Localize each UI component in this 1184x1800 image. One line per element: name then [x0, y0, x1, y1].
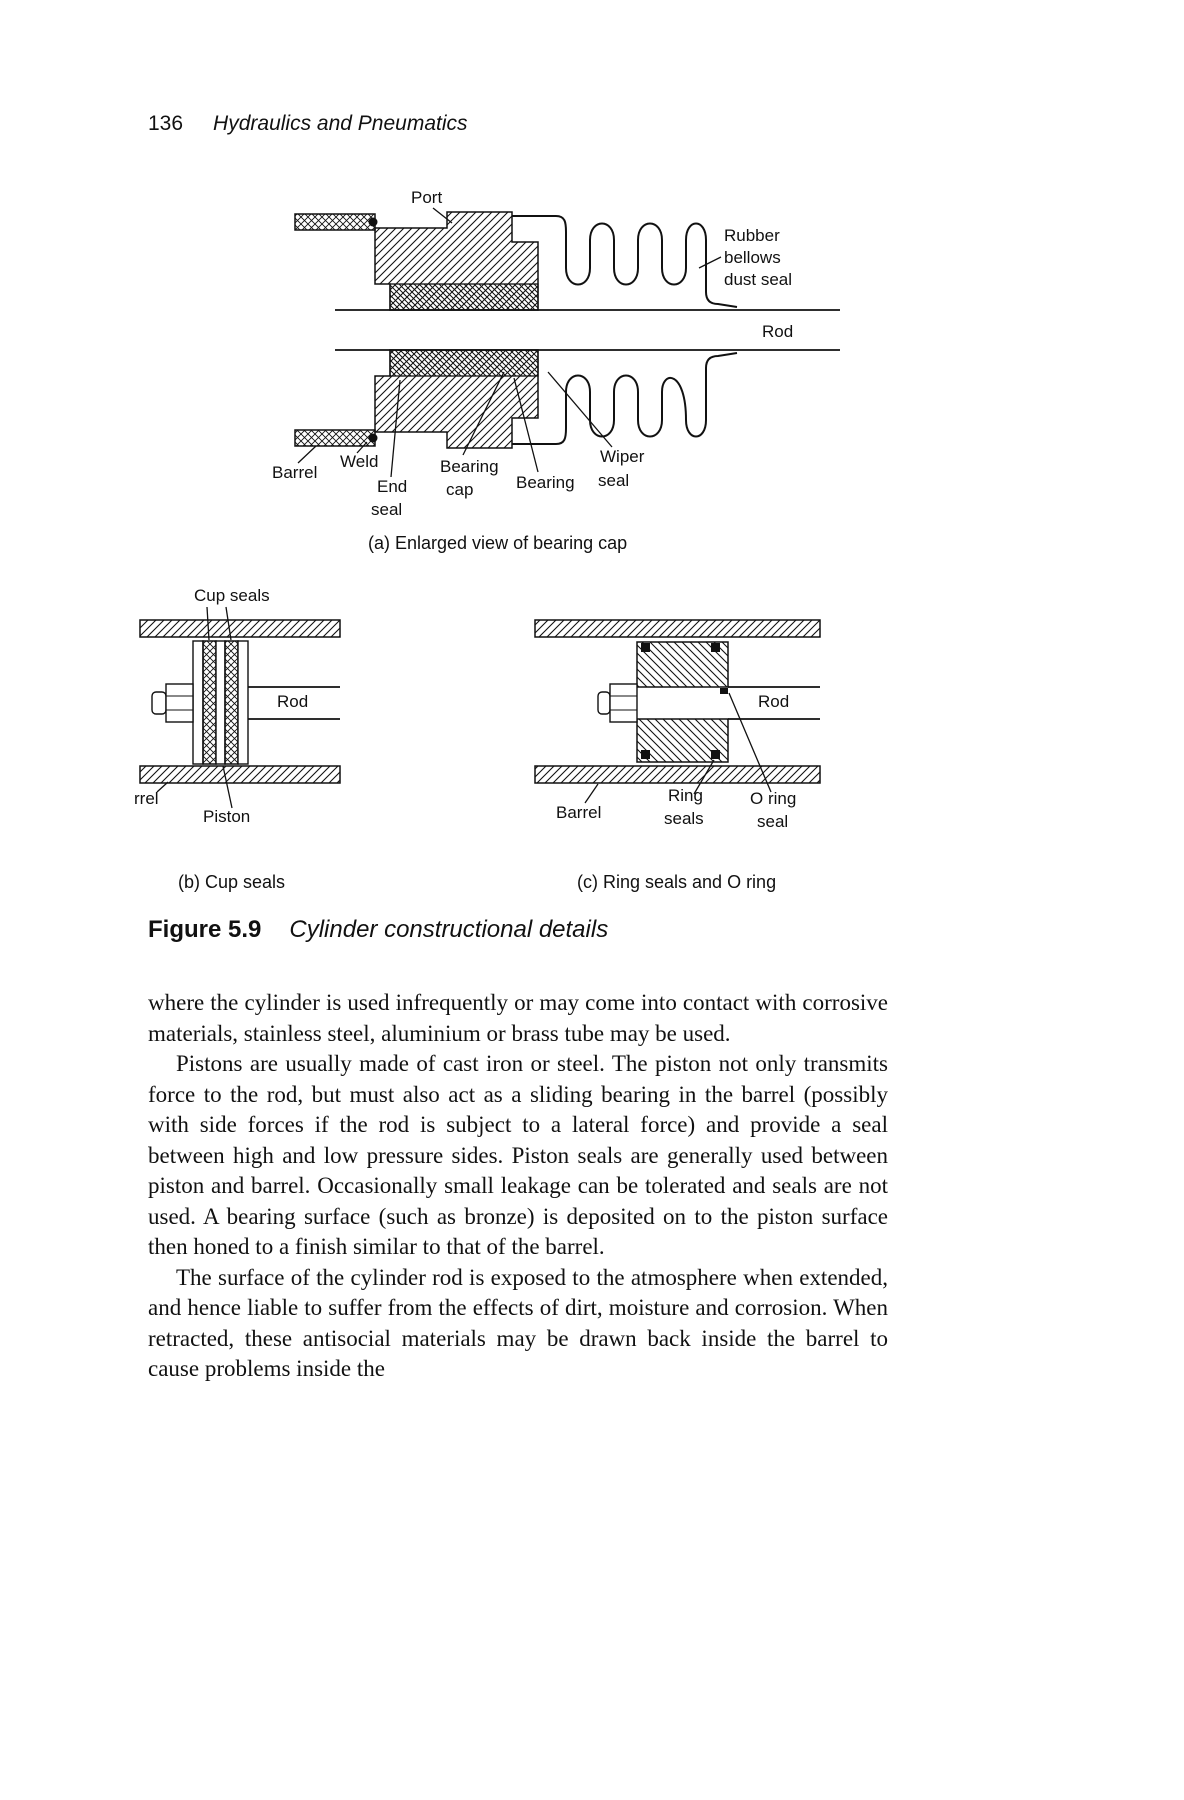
diagram-a-bearing-cap: [272, 188, 840, 553]
label-bearing-cap-1: Bearing: [440, 457, 499, 476]
label-cup-seals: Cup seals: [194, 586, 270, 605]
label-barrel-a: Barrel: [272, 463, 318, 482]
ring-seal-tr: [711, 643, 720, 652]
label-wiper: Wiper: [600, 447, 645, 466]
label-ring: Ring: [668, 786, 703, 805]
running-title: Hydraulics and Pneumatics: [213, 112, 468, 135]
label-rod-a: Rod: [762, 322, 794, 341]
barrel-wall-bottom-c: [535, 766, 820, 783]
figure-label: Figure 5.9: [148, 916, 262, 943]
cup-seal-2: [225, 641, 238, 764]
nut-b: [166, 684, 193, 722]
ring-seal-bl: [641, 750, 650, 759]
weld-dot-bottom: [369, 434, 378, 443]
body-text: [148, 988, 888, 1385]
paragraph-2: Pistons are usually made of cast iron or steel. The piston not only transmits force to the rod, but must also act as a sliding bearing in the barrel (possibly with side forces if the rod is subject to a lateral force) and provide a seal between high and low pressure sides. Piston seals are generally used between piston and barrel. Occasionally small leakage can be tolerated and seals are not used. A bearing surface (such as bronze) is deposited on to the piston surface then honed to a finish similar to that of the barrel.: [148, 1051, 888, 1259]
barrel-wall-bottom: [295, 430, 375, 446]
bearing-top: [390, 284, 538, 310]
barrel-wall-bottom-b: [140, 766, 340, 783]
leader-barrel-c: [585, 784, 598, 803]
caption-c: (c) Ring seals and O ring: [577, 872, 777, 892]
label-o-ring: O ring: [750, 789, 797, 808]
label-rod-b: Rod: [277, 692, 309, 711]
weld-dot-top: [369, 218, 378, 227]
label-bearing-cap-2: cap: [446, 480, 474, 499]
label-bearing: Bearing: [516, 473, 575, 492]
ring-seal-br: [711, 750, 720, 759]
cup-seal-1: [203, 641, 216, 764]
ring-seal-tl: [641, 643, 650, 652]
label-barrel-c: Barrel: [556, 803, 602, 822]
bolt-head-c: [598, 692, 610, 714]
label-ring-seals: seals: [664, 809, 704, 828]
piston-plate-left: [193, 641, 203, 764]
label-piston: Piston: [203, 807, 251, 826]
paragraph-1: where the cylinder is used infrequently or may come into contact with corrosive materials, stainless steel, aluminium or brass tube may be used.: [148, 990, 888, 1046]
figure-caption: [148, 916, 608, 944]
piston-plate-right: [238, 641, 248, 764]
bolt-head-b: [152, 692, 166, 714]
label-rod-c: Rod: [758, 692, 790, 711]
label-bellows: bellows: [724, 248, 781, 267]
leader-barrel: [298, 446, 316, 463]
piston-spacer: [216, 641, 225, 764]
paragraph-3: The surface of the cylinder rod is exposed to the atmosphere when extended, and hence liable to suffer from the effects of dirt, moisture and corrosion. When retracted, these antisocial materials may be drawn back inside the barrel to cause problems inside the: [148, 1264, 888, 1381]
label-weld: Weld: [340, 452, 379, 471]
bellows-bottom: [512, 353, 737, 444]
diagram-c-ring-seals: [535, 620, 820, 892]
label-wiper-seal: seal: [598, 471, 630, 490]
label-barrel-b: rrel: [134, 789, 159, 808]
leader-wiper-seal: [548, 372, 612, 447]
label-port: Port: [411, 188, 443, 207]
caption-a: (a) Enlarged view of bearing cap: [368, 533, 628, 553]
label-o-ring-seal: seal: [757, 812, 789, 831]
leader-bellows: [699, 257, 721, 268]
barrel-wall-top-c: [535, 620, 820, 637]
caption-b: (b) Cup seals: [178, 872, 286, 892]
barrel-wall-top-b: [140, 620, 340, 637]
label-dust-seal: dust seal: [724, 270, 793, 289]
page-number: 136: [148, 112, 184, 135]
bearing-bottom: [390, 350, 538, 376]
nut-c: [610, 684, 637, 722]
label-rubber: Rubber: [724, 226, 780, 245]
bellows-top: [512, 216, 737, 307]
o-ring: [720, 688, 728, 694]
barrel-wall-top: [295, 214, 375, 230]
diagram-b-cup-seals: [134, 586, 340, 892]
label-end-seal: seal: [371, 500, 403, 519]
label-end: End: [377, 477, 408, 496]
figure-title: Cylinder constructional details: [289, 916, 609, 943]
